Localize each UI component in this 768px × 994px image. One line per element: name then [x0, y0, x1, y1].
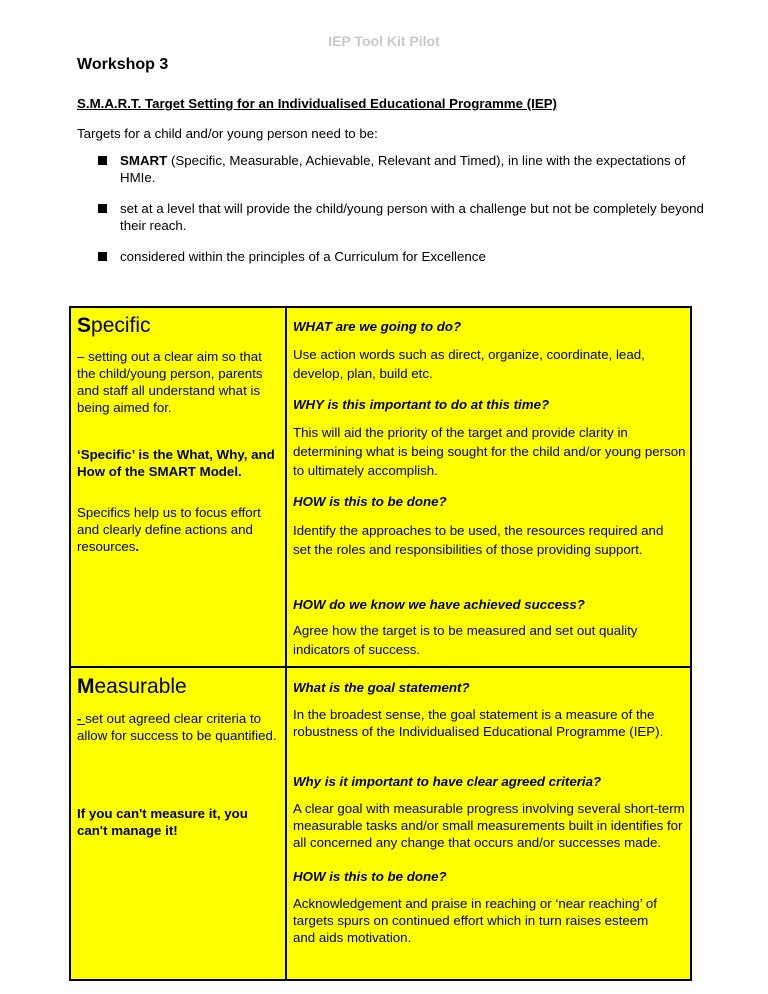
column-divider: [285, 308, 287, 979]
measurable-question-how: HOW is this to be done?: [293, 869, 447, 884]
page-header: IEP Tool Kit Pilot: [328, 33, 440, 49]
specific-question-how: HOW is this to be done?: [293, 494, 447, 509]
measurable-question-criteria: Why is it important to have clear agreed criteria?: [293, 774, 602, 789]
specific-heading: Specific: [77, 314, 151, 337]
square-bullet-icon: [98, 204, 107, 213]
specific-note: ‘Specific’ is the What, Why, and How of the SMART Model.: [77, 447, 275, 479]
measurable-description: - set out agreed clear criteria to allow for success to be quantified.: [77, 711, 277, 743]
specific-answer-how: Identify the approaches to be used, the resources required and set the roles and responsibilities of those providing support.: [293, 523, 664, 557]
measurable-note: If you can't measure it, you can't manage it!: [77, 806, 248, 838]
measurable-answer-how: Acknowledgement and praise in reaching or ‘near reaching’ of targets spurs on continued effort which in turn raises esteem and aids motivation.: [293, 896, 657, 945]
bullet-strong: SMART: [120, 153, 168, 168]
specific-question-why: WHY is this important to do at this time?: [293, 397, 550, 412]
measurable-heading: Measurable: [77, 675, 187, 698]
bullet-text: (Specific, Measurable, Achievable, Relevant and Timed), in line with the expectations of HMIe.: [120, 153, 686, 185]
measurable-question-goal: What is the goal statement?: [293, 680, 470, 695]
specific-answer-success: Agree how the target is to be measured and set out quality indicators of success.: [293, 623, 638, 657]
specific-extra: Specifics help us to focus effort and clearly define actions and resources.: [77, 505, 261, 554]
page-title: Workshop 3: [77, 56, 169, 73]
target-criteria-list: [96, 152, 706, 279]
specific-question-success: HOW do we know we have achieved success?: [293, 597, 585, 612]
row-divider: [71, 666, 690, 668]
measurable-answer-criteria: A clear goal with measurable progress involving several short-term measurable tasks and/or small measurements built in identifies for all concerned any change that occurs and/or successes made.: [293, 801, 685, 850]
specific-answer-what: Use action words such as direct, organize, coordinate, lead, develop, plan, build etc.: [293, 347, 645, 381]
list-item: [96, 200, 706, 234]
intro-text: Targets for a child and/or young person need to be:: [77, 126, 378, 141]
smart-table: [69, 306, 692, 981]
specific-question-what: WHAT are we going to do?: [293, 319, 462, 334]
measurable-answer-goal: In the broadest sense, the goal statement is a measure of the robustness of the Individualised Educational Programme (IEP).: [293, 707, 664, 739]
document-subtitle: S.M.A.R.T. Target Setting for an Individualised Educational Programme (IEP): [77, 96, 557, 111]
square-bullet-icon: [98, 156, 107, 165]
list-item: [96, 248, 706, 265]
specific-answer-why: This will aid the priority of the target and provide clarity in determining what is being sought for the child and/or young person to ultimately accomplish.: [293, 425, 686, 478]
bullet-text: considered within the principles of a Curriculum for Excellence: [120, 249, 486, 264]
specific-description: – setting out a clear aim so that the child/young person, parents and staff all understand what is being aimed for.: [77, 349, 263, 415]
square-bullet-icon: [98, 252, 107, 261]
bullet-text: set at a level that will provide the child/young person with a challenge but not be completely beyond their reach.: [120, 201, 704, 233]
list-item: [96, 152, 706, 186]
